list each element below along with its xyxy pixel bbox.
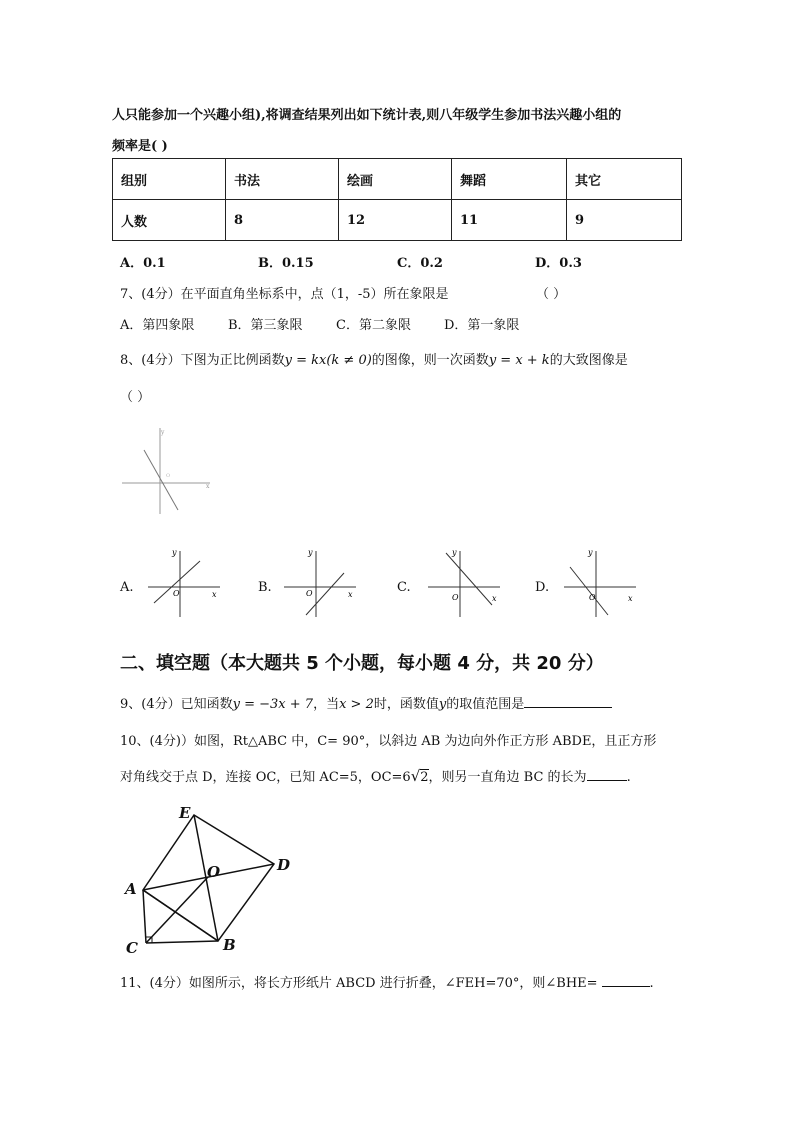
label-c: C (126, 939, 138, 957)
table-cell: 人数 (113, 200, 226, 241)
q10-text-line2 (120, 766, 631, 785)
axis-x-label: x (212, 590, 217, 599)
origin-label: O (173, 589, 180, 598)
q8-option-c-label: C. (397, 580, 411, 595)
label-b: B (223, 936, 236, 954)
table-row (113, 200, 682, 241)
q6-option-a: A．0.1 (120, 256, 166, 271)
q10-line2-post: ，则另一直角边 BC 的长为 (428, 770, 587, 785)
q7-option-b: B．第三象限 (228, 318, 303, 333)
q9-cond: x > 2 (339, 697, 374, 712)
axis-y-label: y (308, 548, 313, 557)
axis-x-label: x (348, 590, 353, 599)
q9-var: y (438, 697, 447, 712)
q8-option-a-graph (140, 545, 225, 620)
axis-y-label: y (588, 548, 593, 557)
q8-option-c-graph (420, 545, 505, 620)
origin-label: O (589, 593, 596, 602)
q10-line2-pre: 对角线交于点 D，连接 OC，已知 AC=5，OC=6 (120, 770, 411, 785)
section-title: 二、填空题（本大题共 5 个小题，每小题 4 分，共 20 分） (120, 653, 604, 674)
origin-label: O (306, 589, 313, 598)
q8-option-d-graph (556, 545, 641, 620)
table-row (113, 159, 682, 200)
q6-stats-table (112, 158, 682, 241)
q8-given-graph (118, 422, 218, 517)
q6-text-line1: 人只能参加一个兴趣小组),将调查结果列出如下统计表,则八年级学生参加书法兴趣小组的 (112, 108, 622, 123)
axis-x-label: x (492, 594, 497, 603)
q8-prefix: 8、(4分）下图为正比例函数 (120, 353, 285, 368)
q6-option-c: C．0.2 (397, 256, 443, 271)
q8-func1: y = kx(k ≠ 0) (284, 353, 372, 368)
q8-option-b-graph (276, 545, 361, 620)
q8-option-d-label: D. (535, 580, 550, 595)
q9-func: y = −3x + 7 (232, 697, 314, 712)
q6-option-b: B．0.15 (258, 256, 314, 271)
table-cell: 舞蹈 (452, 159, 567, 200)
q11-end: . (649, 976, 654, 991)
axis-y-label: y (452, 548, 457, 557)
q9-suffix: 的取值范围是 (446, 697, 525, 712)
q10-answer-blank[interactable] (587, 768, 627, 781)
sqrt-sign: √ (410, 767, 421, 785)
q9-mid: ，当 (313, 697, 340, 712)
table-cell: 9 (567, 200, 682, 241)
table-cell: 其它 (567, 159, 682, 200)
table-cell: 书法 (226, 159, 339, 200)
q8-text (120, 349, 628, 368)
table-cell: 12 (339, 200, 452, 241)
axis-y-label: y (161, 429, 165, 436)
q9-text (120, 693, 612, 712)
axis-x-label: x (206, 483, 210, 490)
side-ac (143, 890, 146, 943)
q7-option-c: C．第二象限 (336, 318, 411, 333)
q8-suffix: 的大致图像是 (549, 353, 628, 368)
q9-prefix: 9、(4分）已知函数 (120, 697, 233, 712)
function-line (144, 450, 178, 510)
q8-paren: （ ） (120, 390, 151, 405)
label-a: A (125, 880, 137, 898)
axis-y-label: y (172, 548, 177, 557)
q11-text (120, 972, 654, 991)
q8-option-a-label: A. (120, 580, 134, 595)
origin-label: O (166, 473, 171, 479)
table-cell: 绘画 (339, 159, 452, 200)
label-o: O (207, 863, 221, 881)
side-cb (146, 941, 218, 943)
q10-end: . (626, 770, 631, 785)
q11-body: 11、(4分）如图所示，将长方形纸片 ABCD 进行折叠，∠FEH=70°，则∠BHE= (120, 976, 598, 991)
table-cell: 8 (226, 200, 339, 241)
q6-text-line2: 频率是( ) (112, 139, 168, 154)
q7-text: 7、(4分）在平面直角坐标系中，点（1，-5）所在象限是 (120, 287, 449, 302)
table-cell: 组别 (113, 159, 226, 200)
q9-mid2: 时，函数值 (373, 697, 439, 712)
q8-option-b-label: B. (258, 580, 272, 595)
q7-option-d: D．第一象限 (444, 318, 520, 333)
label-e: E (179, 804, 191, 822)
q10-sqrt-value: 2 (420, 770, 429, 785)
q8-mid: 的图像，则一次函数 (371, 353, 489, 368)
q7-option-a: A．第四象限 (120, 318, 195, 333)
axis-x-label: x (628, 594, 633, 603)
q8-func2: y = x + k (488, 353, 550, 368)
q9-answer-blank[interactable] (524, 695, 612, 708)
origin-label: O (452, 593, 459, 602)
q10-figure (118, 800, 298, 960)
q6-option-d: D．0.3 (535, 256, 582, 271)
table-cell: 11 (452, 200, 567, 241)
label-d: D (277, 856, 291, 874)
q10-text-line1: 10、(4分)）如图，Rt△ABC 中，C= 90°，以斜边 AB 为边向外作正方形 ABDE，且正方形 (120, 734, 657, 749)
q7-paren: （ ） (536, 287, 567, 302)
q11-answer-blank[interactable] (602, 974, 650, 987)
